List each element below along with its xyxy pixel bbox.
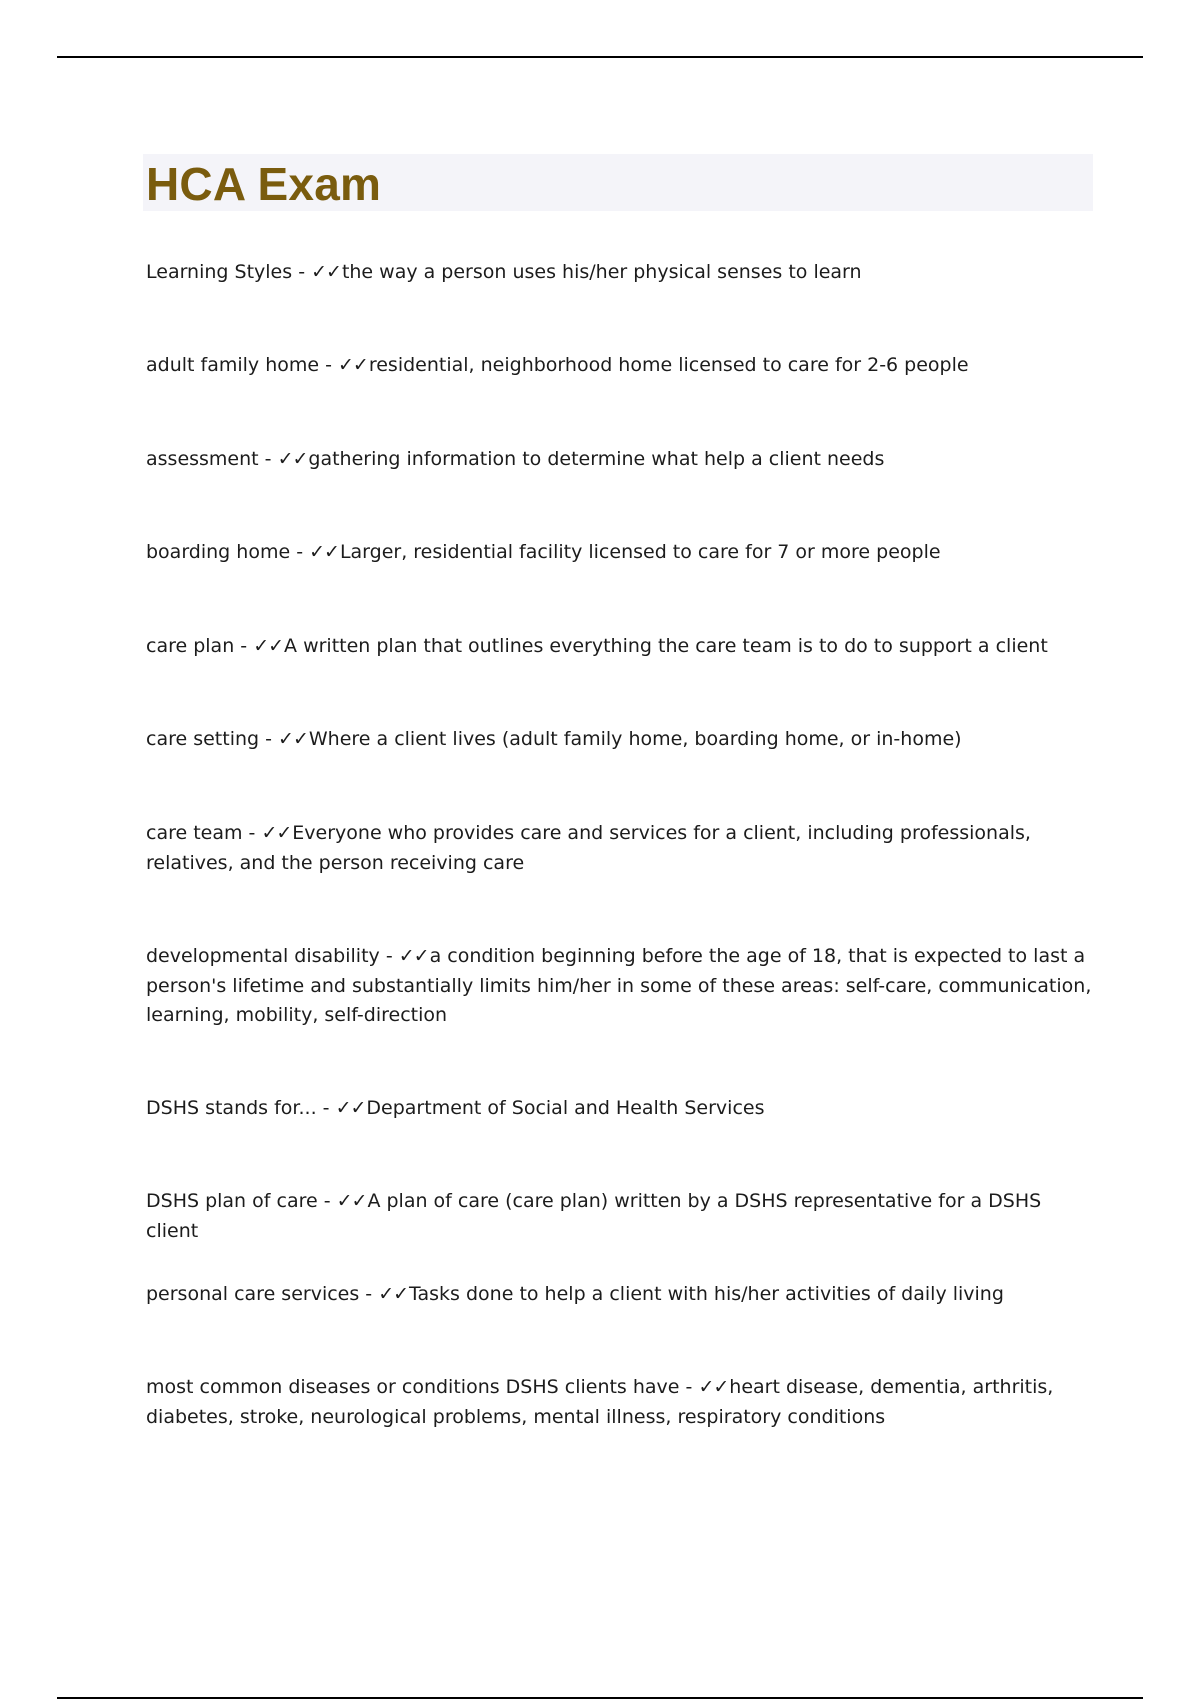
entry-term: adult family home: [146, 354, 320, 376]
glossary-entry: [146, 1373, 1096, 1432]
entry-separator: -: [292, 261, 312, 283]
entry-separator: -: [259, 728, 279, 750]
glossary-entry: [146, 1187, 1096, 1246]
entry-separator: -: [290, 541, 310, 563]
page-title: HCA Exam: [146, 158, 382, 210]
glossary-entry: [146, 258, 1096, 288]
double-check-icon: ✓✓: [309, 541, 339, 563]
entry-separator: -: [234, 635, 254, 657]
entry-term: personal care services: [146, 1283, 360, 1305]
entry-separator: -: [379, 945, 399, 967]
entry-definition: gathering information to determine what help a client needs: [308, 448, 885, 470]
entry-definition: Tasks done to help a client with his/her activities of daily living: [409, 1283, 1004, 1305]
entry-term: Learning Styles: [146, 261, 293, 283]
entry-definition: the way a person uses his/her physical senses to learn: [341, 261, 862, 283]
entry-definition: a condition beginning before the age of 18, that is expected to last a person's lifetime and substantially limits him/her in some of these areas: self-care, communication, learning, mobility, self-direction: [146, 945, 1092, 1026]
entry-term: care team: [146, 822, 243, 844]
double-check-icon: ✓✓: [398, 945, 429, 967]
entry-definition: A plan of care (care plan) written by a DSHS representative for a DSHS client: [146, 1190, 1042, 1242]
entry-term: boarding home: [146, 541, 291, 563]
entry-separator: -: [242, 822, 262, 844]
entry-definition: heart disease, dementia, arthritis, diabetes, stroke, neurological problems, mental illness, respiratory conditions: [146, 1376, 1054, 1428]
double-check-icon: ✓✓: [378, 1283, 409, 1305]
glossary-entry: [146, 538, 1096, 568]
entry-definition: Department of Social and Health Services: [366, 1097, 765, 1119]
entry-term: care plan: [146, 635, 235, 657]
double-check-icon: ✓✓: [336, 1190, 367, 1212]
double-check-icon: ✓✓: [277, 448, 308, 470]
entry-separator: -: [359, 1283, 379, 1305]
top-divider: [57, 56, 1143, 58]
glossary-entry: [146, 725, 1096, 755]
entry-separator: -: [317, 1190, 337, 1212]
glossary-entry: [146, 1280, 1096, 1310]
glossary-entry: [146, 351, 1096, 381]
entry-term: developmental disability: [146, 945, 380, 967]
glossary-entry: [146, 632, 1096, 662]
glossary-entry: [146, 942, 1096, 1031]
entry-separator: -: [316, 1097, 336, 1119]
entry-separator: -: [319, 354, 338, 376]
entry-definition: Everyone who provides care and services for a client, including professionals, relatives, and the person receiving care: [146, 822, 1031, 874]
title-banner: [143, 154, 1093, 211]
double-check-icon: ✓✓: [698, 1376, 729, 1398]
entry-separator: -: [258, 448, 278, 470]
double-check-icon: ✓✓: [311, 261, 341, 283]
double-check-icon: ✓✓: [278, 728, 308, 750]
entry-term: DSHS plan of care: [146, 1190, 318, 1212]
entry-term: most common diseases or conditions DSHS clients have: [146, 1376, 680, 1398]
entry-term: DSHS stands for...: [146, 1097, 317, 1119]
bottom-divider: [57, 1697, 1143, 1699]
entry-definition: residential, neighborhood home licensed to care for 2-6 people: [368, 354, 969, 376]
glossary-entry: [146, 445, 1096, 475]
glossary-entry: [146, 1094, 1096, 1124]
entry-term: assessment: [146, 448, 259, 470]
glossary-entry: [146, 819, 1096, 878]
double-check-icon: ✓✓: [253, 635, 284, 657]
double-check-icon: ✓✓: [338, 354, 368, 376]
double-check-icon: ✓✓: [261, 822, 292, 844]
entry-term: care setting: [146, 728, 260, 750]
entry-separator: -: [679, 1376, 699, 1398]
entry-definition: Larger, residential facility licensed to care for 7 or more people: [339, 541, 941, 563]
entry-definition: A written plan that outlines everything the care team is to do to support a client: [284, 635, 1048, 657]
double-check-icon: ✓✓: [335, 1097, 366, 1119]
entry-definition: Where a client lives (adult family home, boarding home, or in-home): [308, 728, 962, 750]
